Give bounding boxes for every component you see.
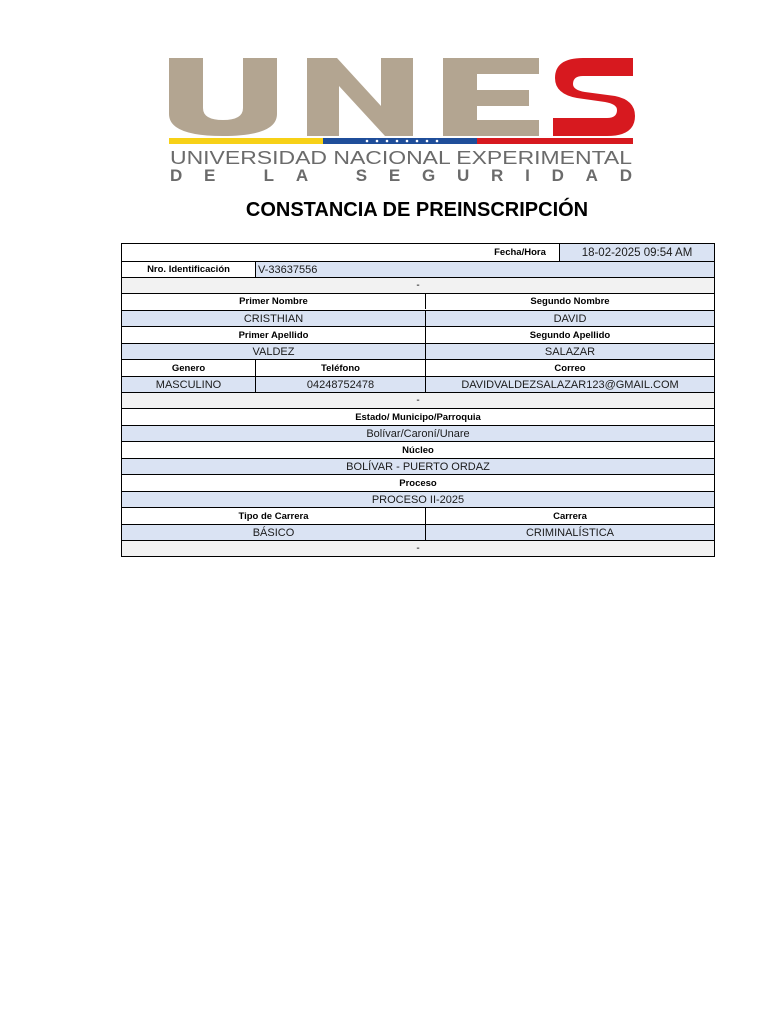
flag-band-red [477,138,633,144]
primer-apellido-value: VALDEZ [122,344,426,359]
proceso-value: PROCESO II-2025 [122,492,714,507]
separator: - [122,541,714,556]
ubicacion-value: Bolívar/Caroní/Unare [122,426,714,441]
id-label: Nro. Identificación [122,262,256,277]
table-row [122,261,714,277]
table-row [122,425,714,441]
form-table [121,243,715,557]
id-value: V-33637556 [256,262,714,277]
table-row [122,491,714,507]
table-row [122,392,714,408]
table-row [122,376,714,392]
genero-label: Genero [122,360,256,376]
nucleo-value: BOLÍVAR - PUERTO ORDAZ [122,459,714,474]
page-title: CONSTANCIA DE PREINSCRIPCIÓN [245,199,589,221]
correo-value: DAVIDVALDEZSALAZAR123@GMAIL.COM [426,377,714,392]
separator: - [122,393,714,408]
table-row [122,458,714,474]
table-row [122,244,714,261]
table-row [122,507,714,524]
table-row [122,408,714,425]
logo-letter-u [169,58,277,136]
primer-nombre-label: Primer Nombre [122,294,426,309]
table-row [122,277,714,293]
fecha-hora-label: Fecha/Hora [481,244,560,261]
primer-nombre-value: CRISTHIAN [122,311,426,326]
segundo-nombre-value: DAVID [426,311,714,326]
telefono-value: 04248752478 [256,377,426,392]
table-row [122,540,714,556]
genero-value: MASCULINO [122,377,256,392]
ubicacion-label: Estado/ Municipo/Parroquia [122,409,714,425]
fecha-hora-value: 18-02-2025 09:54 AM [560,244,714,261]
table-row [122,441,714,458]
tipo-carrera-label: Tipo de Carrera [122,508,426,524]
carrera-value: CRIMINALÍSTICA [426,525,714,540]
table-row [122,474,714,491]
proceso-label: Proceso [122,475,714,491]
correo-label: Correo [426,360,714,376]
unes-logo [167,56,635,182]
table-row [122,343,714,359]
table-row [122,359,714,376]
logo-letter-n [307,58,413,136]
primer-apellido-label: Primer Apellido [122,327,426,343]
logo-letter-e [443,58,539,136]
logo-line2: DE LA SEGURIDAD [170,166,632,182]
flag-band-yellow [169,138,323,144]
table-row [122,293,714,309]
segundo-apellido-value: SALAZAR [426,344,714,359]
table-row [122,310,714,326]
logo-line1: UNIVERSIDAD NACIONAL EXPERIMENTAL [170,148,632,168]
tipo-carrera-value: BÁSICO [122,525,426,540]
table-row [122,326,714,343]
segundo-nombre-label: Segundo Nombre [426,294,714,309]
flag-band-blue [323,138,477,144]
separator: - [122,278,714,293]
telefono-label: Teléfono [256,360,426,376]
carrera-label: Carrera [426,508,714,524]
segundo-apellido-label: Segundo Apellido [426,327,714,343]
nucleo-label: Núcleo [122,442,714,458]
logo-letter-s [553,58,635,136]
table-row [122,524,714,540]
